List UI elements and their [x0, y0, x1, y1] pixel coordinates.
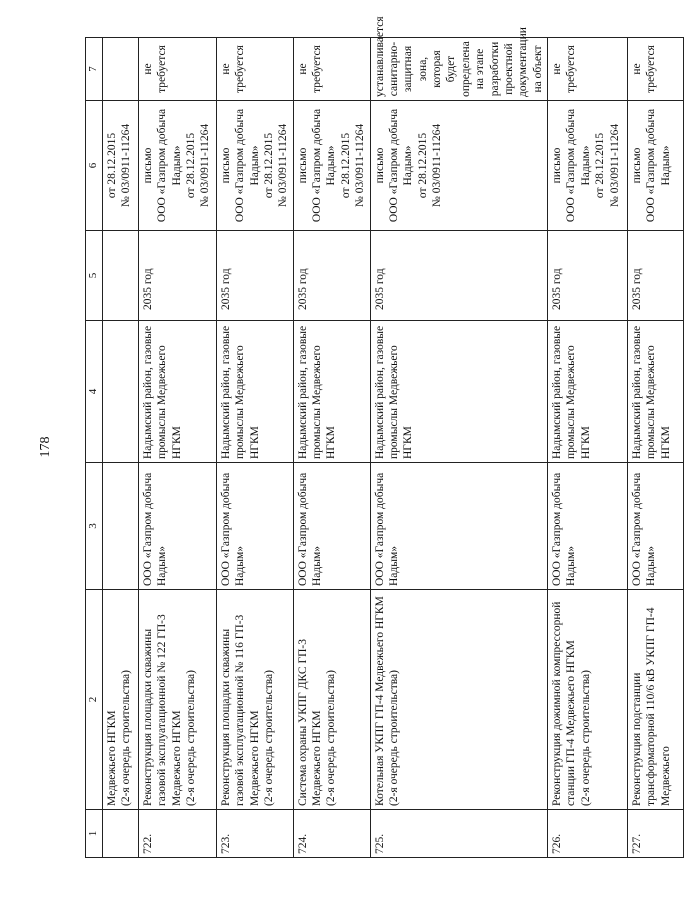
- cell-owner: ООО «Газпром добыча Надым»: [293, 463, 370, 590]
- table-row: [370, 38, 548, 858]
- cell-document: письмо ООО «Газпром добыча Надым»: [628, 101, 684, 231]
- cell-year: 2035 год: [216, 231, 293, 321]
- cell-owner: ООО «Газпром добыча Надым»: [370, 463, 548, 590]
- cell-location: Надымский район, газовые промыслы Медвежьего НГКМ: [628, 321, 684, 463]
- page-number: 178: [38, 436, 53, 458]
- cell-name: Реконструкция подстанции трансформаторной 110/6 кВ УКПГ ГП-4 Медвежьего: [628, 590, 684, 810]
- cell-name: Реконструкция дожимной компрессорной станции ГП-4 Медвежьего НГКМ (2-я очередь строительства): [548, 590, 628, 810]
- cell-document: от 28.12.2015 № 03/0911-11264: [102, 101, 138, 231]
- cell-name: Медвежьего НГКМ (2-я очередь строительства): [102, 590, 138, 810]
- cell-year: 2035 год: [370, 231, 548, 321]
- cell-note: не требуется: [293, 38, 370, 101]
- cell-year: 2035 год: [548, 231, 628, 321]
- cell-owner: ООО «Газпром добыча Надым»: [216, 463, 293, 590]
- cell-note: не требуется: [548, 38, 628, 101]
- cell-note: устанавливается санитарно-защитная зона, которая будет определена на этапе разработки проектной документации на объект: [370, 38, 548, 101]
- cell-location: Надымский район, газовые промыслы Медвежьего НГКМ: [548, 321, 628, 463]
- table-row: [216, 38, 293, 858]
- cell-number: [102, 810, 138, 858]
- cell-note: [102, 38, 138, 101]
- cell-name: Котельная УКПГ ГП-4 Медвежьего НГКМ (2-я очередь строительства): [370, 590, 548, 810]
- objects-table: [85, 16, 684, 858]
- cell-document: письмо ООО «Газпром добыча Надым» от 28.12.2015 № 03/0911-11264: [293, 101, 370, 231]
- cell-owner: ООО «Газпром добыча Надым»: [138, 463, 216, 590]
- cell-location: Надымский район, газовые промыслы Медвежьего НГКМ: [370, 321, 548, 463]
- cell-location: [102, 321, 138, 463]
- cell-document: письмо ООО «Газпром добыча Надым» от 28.12.2015 № 03/0911-11264: [138, 101, 216, 231]
- cell-location: Надымский район, газовые промыслы Медвежьего НГКМ: [293, 321, 370, 463]
- cell-location: Надымский район, газовые промыслы Медвежьего НГКМ: [216, 321, 293, 463]
- table-row: [548, 38, 628, 858]
- cell-owner: ООО «Газпром добыча Надым»: [548, 463, 628, 590]
- table-header-row: [86, 38, 103, 858]
- column-header: 6: [86, 101, 103, 231]
- column-header: 1: [86, 810, 103, 858]
- table-row: [293, 38, 370, 858]
- continuation-row: [102, 38, 138, 858]
- cell-number: 722.: [138, 810, 216, 858]
- column-header: 3: [86, 463, 103, 590]
- column-header: 5: [86, 231, 103, 321]
- cell-year: 2035 год: [138, 231, 216, 321]
- cell-number: 723.: [216, 810, 293, 858]
- cell-year: [102, 231, 138, 321]
- cell-owner: [102, 463, 138, 590]
- cell-number: 725.: [370, 810, 548, 858]
- cell-name: Реконструкция площадки скважины газовой эксплуатационной № 116 ГП-3 Медвежьего НГКМ (2-я очередь строительства): [216, 590, 293, 810]
- cell-owner: ООО «Газпром добыча Надым»: [628, 463, 684, 590]
- cell-document: письмо ООО «Газпром добыча Надым» от 28.12.2015 № 03/0911-11264: [370, 101, 548, 231]
- cell-name: Реконструкция площадки скважины газовой эксплуатационной № 122 ГП-3 Медвежьего НГКМ (2-я очередь строительства): [138, 590, 216, 810]
- cell-location: Надымский район, газовые промыслы Медвежьего НГКМ: [138, 321, 216, 463]
- cell-name: Система охраны УКПГ ДКС ГП-3 Медвежьего НГКМ (2-я очередь строительства): [293, 590, 370, 810]
- table-row: [628, 38, 684, 858]
- cell-number: 726.: [548, 810, 628, 858]
- column-header: 4: [86, 321, 103, 463]
- cell-document: письмо ООО «Газпром добыча Надым» от 28.12.2015 № 03/0911-11264: [216, 101, 293, 231]
- cell-note: не требуется: [628, 38, 684, 101]
- cell-note: не требуется: [138, 38, 216, 101]
- cell-year: 2035 год: [293, 231, 370, 321]
- cell-year: 2035 год: [628, 231, 684, 321]
- table-row: [138, 38, 216, 858]
- column-header: 7: [86, 38, 103, 101]
- cell-number: 727.: [628, 810, 684, 858]
- cell-number: 724.: [293, 810, 370, 858]
- cell-document: письмо ООО «Газпром добыча Надым» от 28.12.2015 № 03/0911-11264: [548, 101, 628, 231]
- column-header: 2: [86, 590, 103, 810]
- cell-note: не требуется: [216, 38, 293, 101]
- rotated-table-container: [85, 16, 672, 858]
